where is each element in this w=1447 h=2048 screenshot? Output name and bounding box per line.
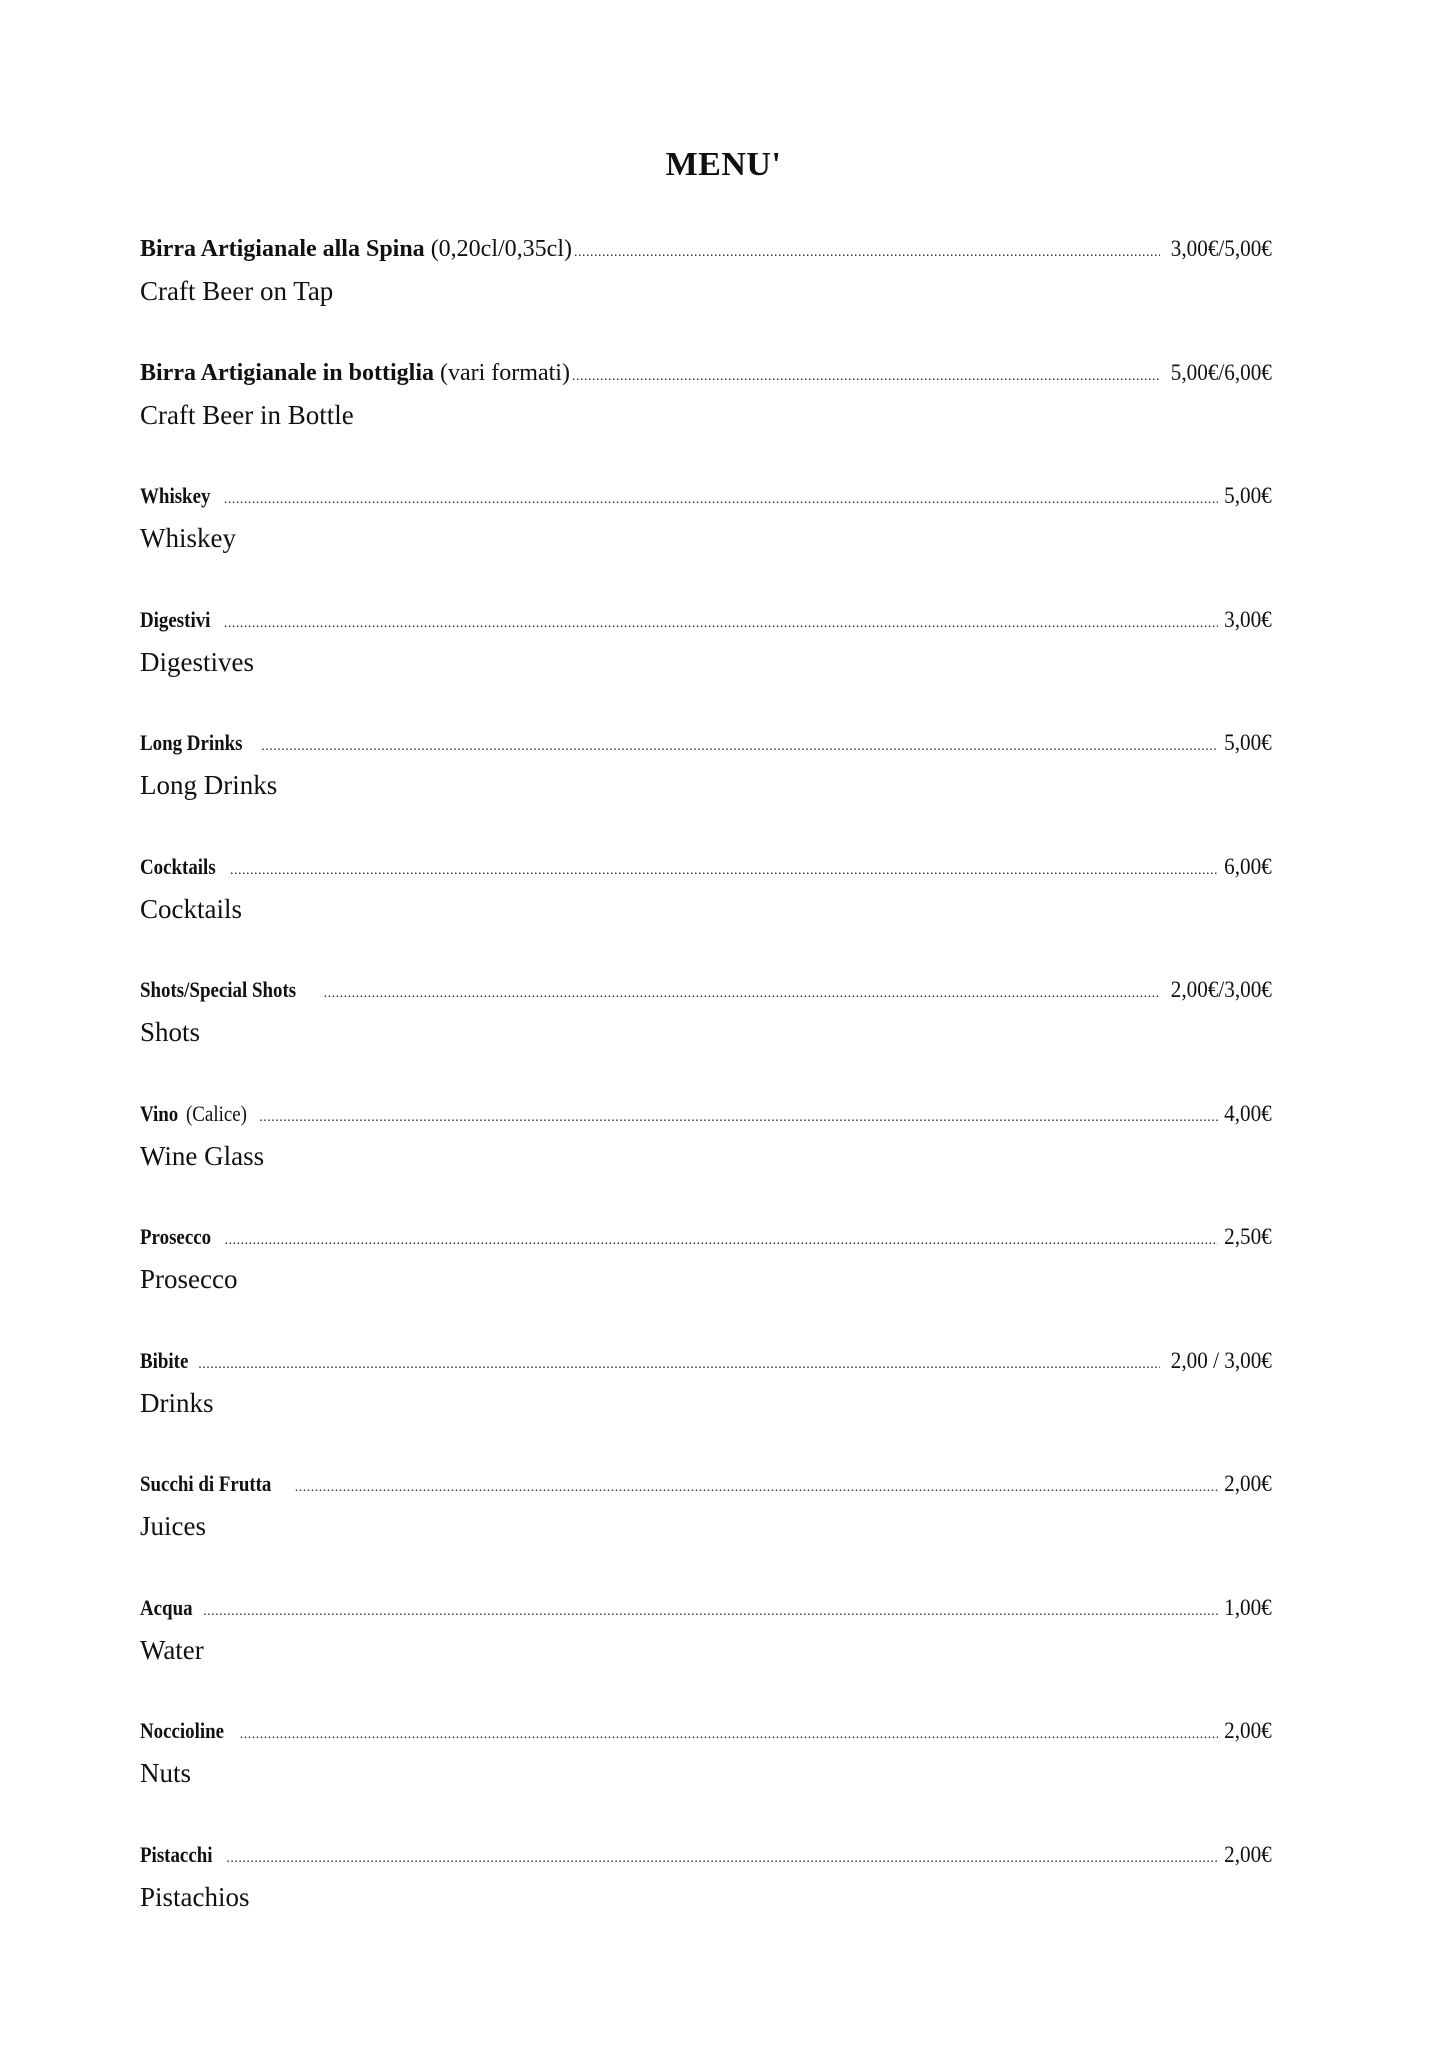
item-line <box>140 607 1272 641</box>
item-line <box>140 1842 1272 1876</box>
item-price: 5,00€ <box>1224 730 1272 755</box>
menu-item <box>140 360 1272 484</box>
item-translation: Water <box>140 1634 204 1665</box>
menu-item <box>140 1348 1272 1472</box>
item-line <box>140 1224 1272 1258</box>
item-name: Noccioline <box>140 1718 225 1743</box>
item-note: (vari formati) <box>440 359 570 386</box>
item-line <box>140 977 1272 1011</box>
item-translation: Nuts <box>140 1758 192 1788</box>
item-name: Long Drinks <box>140 730 243 755</box>
item-line <box>140 483 1272 517</box>
menu-item <box>140 483 1272 607</box>
menu-item <box>140 1101 1272 1225</box>
menu-item <box>140 607 1272 731</box>
item-name: Birra Artigianale alla Spina <box>140 236 425 262</box>
dot-leader <box>572 369 1160 385</box>
dot-leader <box>324 986 1161 1002</box>
menu-list <box>140 236 1272 1965</box>
item-name: Cocktails <box>140 853 216 879</box>
menu-item <box>140 236 1272 360</box>
item-name: Whiskey <box>140 483 211 508</box>
item-note: (Calice) <box>186 1100 248 1126</box>
item-price: 1,00€ <box>1224 1594 1272 1620</box>
menu-item <box>140 1718 1272 1842</box>
item-line <box>140 1595 1272 1629</box>
item-price: 3,00€/5,00€ <box>1170 236 1272 261</box>
dot-leader <box>295 1480 1218 1496</box>
item-price: 2,50€ <box>1224 1224 1272 1249</box>
item-line <box>140 1471 1272 1505</box>
item-line <box>140 1101 1272 1135</box>
item-translation: Long Drinks <box>140 770 278 800</box>
item-name: Bibite <box>140 1347 189 1373</box>
item-line <box>140 1348 1272 1382</box>
item-name: Acqua <box>140 1594 193 1620</box>
dot-leader <box>203 1604 1218 1620</box>
item-note: (0,20cl/0,35cl) <box>430 236 572 262</box>
dot-leader <box>224 616 1218 632</box>
dot-leader <box>240 1727 1218 1743</box>
item-translation: Shots <box>140 1017 201 1047</box>
item-translation: Craft Beer on Tap <box>140 276 334 306</box>
item-line <box>140 730 1272 764</box>
dot-leader <box>230 863 1218 879</box>
item-name: Succhi di Frutta <box>140 1471 272 1496</box>
dot-leader <box>259 1110 1218 1126</box>
item-name: Digestivi <box>140 606 211 632</box>
item-translation: Juices <box>140 1511 206 1541</box>
dot-leader <box>225 1233 1219 1249</box>
dot-leader <box>574 245 1160 261</box>
item-price: 4,00€ <box>1224 1100 1272 1126</box>
item-name: Pistacchi <box>140 1841 213 1867</box>
menu-item <box>140 730 1272 854</box>
item-price: 2,00€ <box>1224 1841 1272 1867</box>
item-price: 6,00€ <box>1224 853 1272 879</box>
dot-leader <box>198 1357 1160 1373</box>
menu-item <box>140 1595 1272 1719</box>
item-price: 5,00€/6,00€ <box>1170 359 1272 385</box>
item-price: 2,00€ <box>1224 1718 1272 1743</box>
item-translation: Whiskey <box>140 523 236 553</box>
menu-item <box>140 854 1272 978</box>
item-name: Birra Artigianale in bottiglia <box>140 359 434 386</box>
menu-item <box>140 1224 1272 1348</box>
menu-item <box>140 977 1272 1101</box>
item-line <box>140 854 1272 888</box>
dot-leader <box>226 1851 1218 1867</box>
page-title: MENU' <box>665 146 782 183</box>
menu-item <box>140 1842 1272 1966</box>
item-line <box>140 1718 1272 1752</box>
item-name: Shots/Special Shots <box>140 977 297 1002</box>
item-price: 5,00€ <box>1224 483 1272 508</box>
item-translation: Digestives <box>140 646 254 677</box>
item-translation: Craft Beer in Bottle <box>140 399 354 430</box>
item-line <box>140 236 1272 270</box>
item-price: 3,00€ <box>1224 606 1272 632</box>
item-name: Prosecco <box>140 1224 212 1249</box>
item-price: 2,00€/3,00€ <box>1170 977 1272 1002</box>
item-translation: Cocktails <box>140 893 242 924</box>
item-price: 2,00€ <box>1224 1471 1272 1496</box>
item-translation: Prosecco <box>140 1264 238 1294</box>
item-line <box>140 360 1272 394</box>
dot-leader <box>224 492 1218 508</box>
item-price: 2,00 / 3,00€ <box>1170 1347 1272 1373</box>
item-translation: Drinks <box>140 1387 214 1418</box>
item-translation: Pistachios <box>140 1881 250 1912</box>
dot-leader <box>261 739 1218 755</box>
menu-item <box>140 1471 1272 1595</box>
item-translation: Wine Glass <box>140 1140 265 1171</box>
item-name: Vino <box>140 1100 179 1126</box>
